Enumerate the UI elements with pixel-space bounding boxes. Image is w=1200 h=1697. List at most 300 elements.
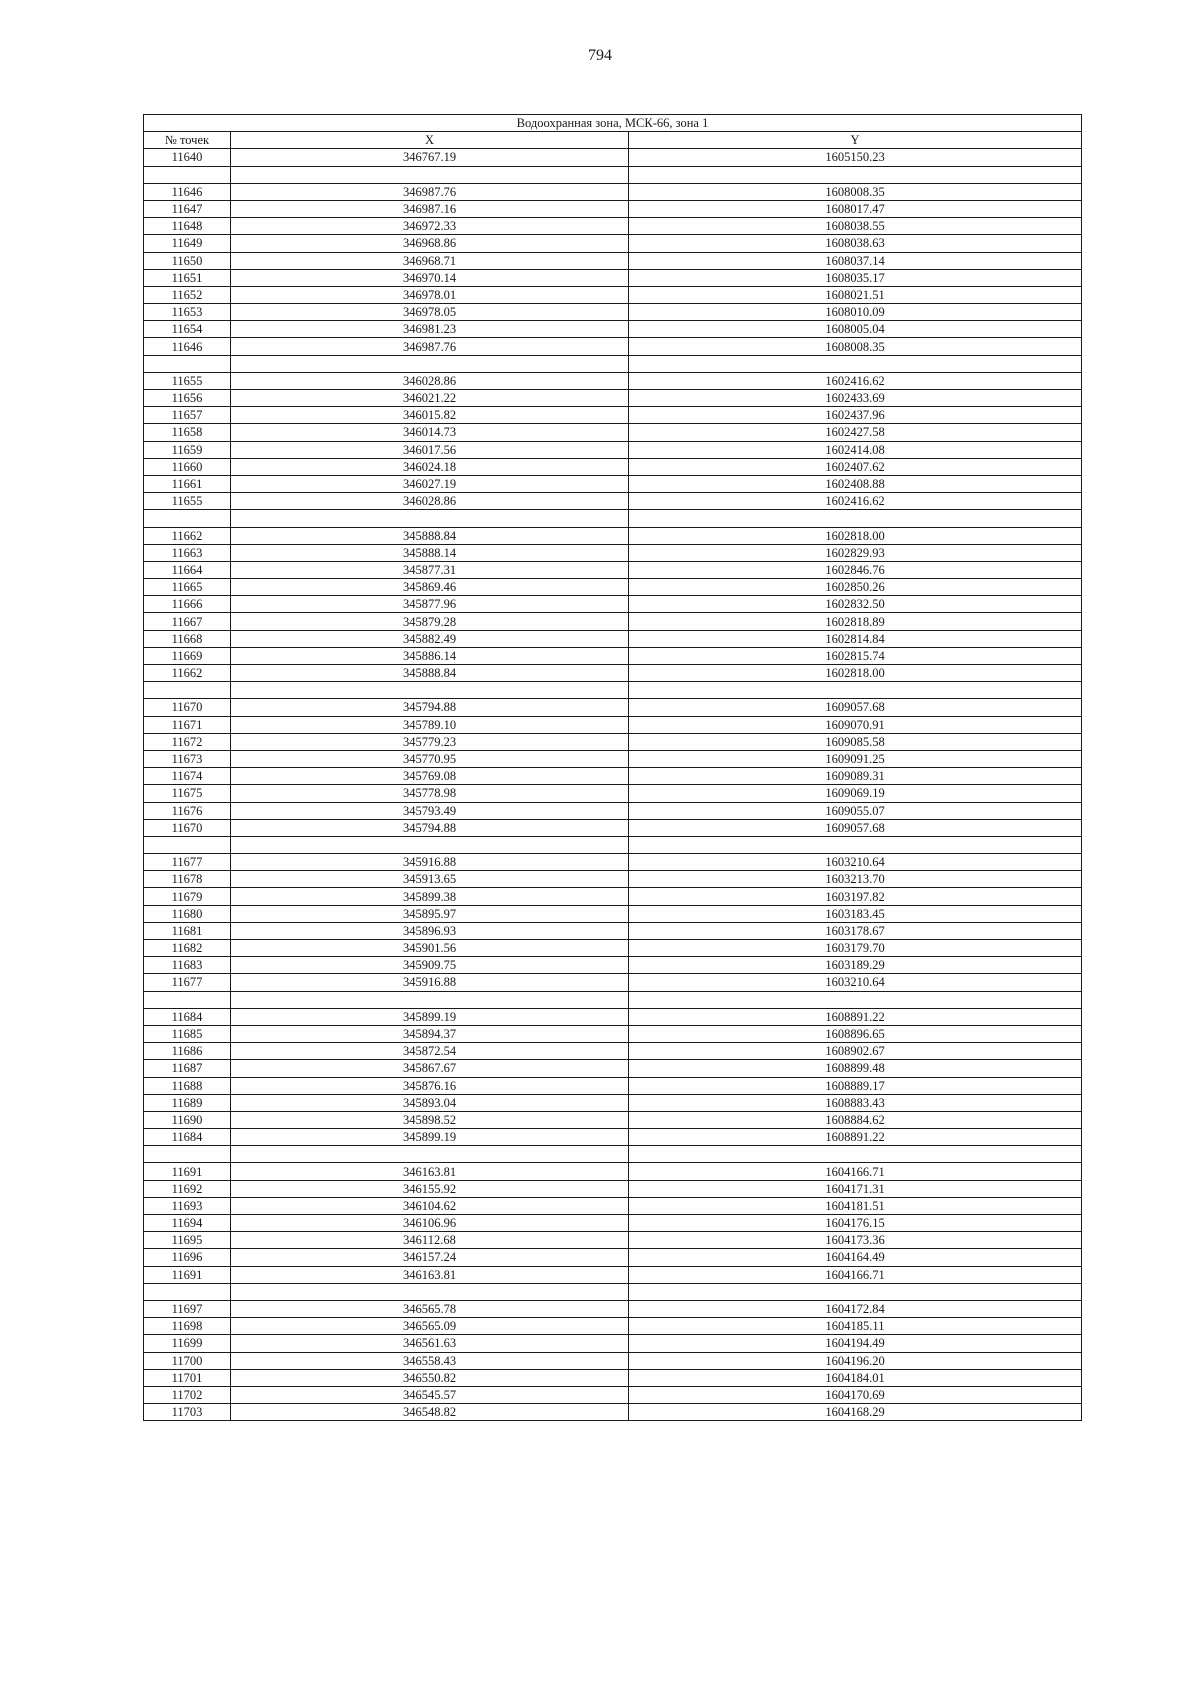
point-number-cell: 11679: [144, 888, 231, 905]
x-coordinate-cell: 345888.84: [231, 665, 629, 682]
y-coordinate-cell: [629, 166, 1082, 183]
y-coordinate-cell: [629, 1283, 1082, 1300]
point-number-cell: 11684: [144, 1008, 231, 1025]
table-row: [144, 871, 1082, 888]
point-number-cell: 11648: [144, 218, 231, 235]
table-body: [144, 149, 1082, 1421]
point-number-cell: 11701: [144, 1369, 231, 1386]
point-number-cell: 11694: [144, 1215, 231, 1232]
point-number-cell: 11670: [144, 819, 231, 836]
x-coordinate-cell: 346155.92: [231, 1180, 629, 1197]
point-number-cell: 11698: [144, 1318, 231, 1335]
separator-row: [144, 682, 1082, 699]
table-row: [144, 699, 1082, 716]
table-title: Водоохранная зона, МСК-66, зона 1: [144, 115, 1082, 132]
x-coordinate-cell: 345794.88: [231, 819, 629, 836]
y-coordinate-cell: 1608891.22: [629, 1008, 1082, 1025]
y-coordinate-cell: 1608038.63: [629, 235, 1082, 252]
table-row: [144, 390, 1082, 407]
table-row: [144, 1300, 1082, 1317]
table-row: [144, 200, 1082, 217]
point-number-cell: 11683: [144, 957, 231, 974]
x-coordinate-cell: 345899.19: [231, 1008, 629, 1025]
x-coordinate-cell: 345877.96: [231, 596, 629, 613]
table-row: [144, 785, 1082, 802]
table-row: [144, 665, 1082, 682]
x-coordinate-cell: 345913.65: [231, 871, 629, 888]
y-coordinate-cell: 1608017.47: [629, 200, 1082, 217]
y-coordinate-cell: 1602416.62: [629, 372, 1082, 389]
y-coordinate-cell: 1608037.14: [629, 252, 1082, 269]
point-number-cell: 11667: [144, 613, 231, 630]
point-number-cell: 11691: [144, 1266, 231, 1283]
x-coordinate-cell: 346015.82: [231, 407, 629, 424]
table-row: [144, 1249, 1082, 1266]
table-title-row: [144, 115, 1082, 132]
point-number-cell: [144, 355, 231, 372]
x-coordinate-cell: 345869.46: [231, 579, 629, 596]
x-coordinate-cell: 346024.18: [231, 458, 629, 475]
x-coordinate-cell: 346987.76: [231, 183, 629, 200]
point-number-cell: 11697: [144, 1300, 231, 1317]
x-coordinate-cell: 345895.97: [231, 905, 629, 922]
y-coordinate-cell: 1603210.64: [629, 854, 1082, 871]
y-coordinate-cell: 1609070.91: [629, 716, 1082, 733]
table-row: [144, 802, 1082, 819]
x-coordinate-cell: 346112.68: [231, 1232, 629, 1249]
y-coordinate-cell: 1608899.48: [629, 1060, 1082, 1077]
x-coordinate-cell: 346021.22: [231, 390, 629, 407]
point-number-cell: [144, 836, 231, 853]
point-number-cell: 11649: [144, 235, 231, 252]
point-number-cell: 11675: [144, 785, 231, 802]
point-number-cell: [144, 1283, 231, 1300]
y-coordinate-cell: 1604166.71: [629, 1163, 1082, 1180]
table-row: [144, 235, 1082, 252]
table-row: [144, 733, 1082, 750]
y-coordinate-cell: [629, 682, 1082, 699]
y-coordinate-cell: 1608008.35: [629, 338, 1082, 355]
table-row: [144, 304, 1082, 321]
y-coordinate-cell: 1602814.84: [629, 630, 1082, 647]
point-number-cell: 11699: [144, 1335, 231, 1352]
point-number-cell: 11686: [144, 1043, 231, 1060]
x-coordinate-cell: 346970.14: [231, 269, 629, 286]
y-coordinate-cell: 1602846.76: [629, 561, 1082, 578]
table-row: [144, 269, 1082, 286]
table-row: [144, 1197, 1082, 1214]
table-row: [144, 1266, 1082, 1283]
table-row: [144, 940, 1082, 957]
point-number-cell: 11681: [144, 922, 231, 939]
point-number-cell: 11660: [144, 458, 231, 475]
header-point-number: № точек: [144, 132, 231, 149]
x-coordinate-cell: 345876.16: [231, 1077, 629, 1094]
point-number-cell: 11688: [144, 1077, 231, 1094]
table-row: [144, 1180, 1082, 1197]
y-coordinate-cell: 1609089.31: [629, 768, 1082, 785]
y-coordinate-cell: 1604173.36: [629, 1232, 1082, 1249]
y-coordinate-cell: 1604185.11: [629, 1318, 1082, 1335]
y-coordinate-cell: 1604170.69: [629, 1386, 1082, 1403]
x-coordinate-cell: 346987.76: [231, 338, 629, 355]
y-coordinate-cell: 1608005.04: [629, 321, 1082, 338]
table-row: [144, 596, 1082, 613]
x-coordinate-cell: 346548.82: [231, 1404, 629, 1421]
y-coordinate-cell: 1603210.64: [629, 974, 1082, 991]
y-coordinate-cell: [629, 510, 1082, 527]
point-number-cell: [144, 991, 231, 1008]
point-number-cell: [144, 682, 231, 699]
table-row: [144, 407, 1082, 424]
point-number-cell: 11646: [144, 183, 231, 200]
point-number-cell: 11656: [144, 390, 231, 407]
x-coordinate-cell: 345872.54: [231, 1043, 629, 1060]
point-number-cell: 11674: [144, 768, 231, 785]
table-row: [144, 1232, 1082, 1249]
x-coordinate-cell: 345769.08: [231, 768, 629, 785]
point-number-cell: 11662: [144, 665, 231, 682]
point-number-cell: 11655: [144, 493, 231, 510]
x-coordinate-cell: 346550.82: [231, 1369, 629, 1386]
x-coordinate-cell: 346163.81: [231, 1266, 629, 1283]
y-coordinate-cell: 1602433.69: [629, 390, 1082, 407]
table-row: [144, 1215, 1082, 1232]
table-row: [144, 854, 1082, 871]
y-coordinate-cell: 1603183.45: [629, 905, 1082, 922]
x-coordinate-cell: 346028.86: [231, 493, 629, 510]
x-coordinate-cell: 346978.01: [231, 286, 629, 303]
y-coordinate-cell: 1603179.70: [629, 940, 1082, 957]
y-coordinate-cell: 1609057.68: [629, 699, 1082, 716]
table-row: [144, 493, 1082, 510]
table-row: [144, 1077, 1082, 1094]
x-coordinate-cell: 345894.37: [231, 1025, 629, 1042]
x-coordinate-cell: 345916.88: [231, 974, 629, 991]
x-coordinate-cell: 345909.75: [231, 957, 629, 974]
separator-row: [144, 1146, 1082, 1163]
y-coordinate-cell: 1602818.00: [629, 665, 1082, 682]
point-number-cell: 11671: [144, 716, 231, 733]
table-row: [144, 1404, 1082, 1421]
point-number-cell: 11664: [144, 561, 231, 578]
x-coordinate-cell: 346017.56: [231, 441, 629, 458]
table-header-row: [144, 132, 1082, 149]
y-coordinate-cell: 1604168.29: [629, 1404, 1082, 1421]
point-number-cell: 11676: [144, 802, 231, 819]
table-row: [144, 424, 1082, 441]
point-number-cell: 11680: [144, 905, 231, 922]
x-coordinate-cell: 345899.38: [231, 888, 629, 905]
x-coordinate-cell: 345882.49: [231, 630, 629, 647]
y-coordinate-cell: 1608021.51: [629, 286, 1082, 303]
point-number-cell: 11662: [144, 527, 231, 544]
x-coordinate-cell: [231, 510, 629, 527]
x-coordinate-cell: 346028.86: [231, 372, 629, 389]
point-number-cell: 11646: [144, 338, 231, 355]
x-coordinate-cell: 346968.71: [231, 252, 629, 269]
separator-row: [144, 991, 1082, 1008]
x-coordinate-cell: 346558.43: [231, 1352, 629, 1369]
y-coordinate-cell: [629, 991, 1082, 1008]
point-number-cell: 11663: [144, 544, 231, 561]
table-row: [144, 527, 1082, 544]
y-coordinate-cell: 1608891.22: [629, 1129, 1082, 1146]
y-coordinate-cell: 1602832.50: [629, 596, 1082, 613]
y-coordinate-cell: 1602818.89: [629, 613, 1082, 630]
x-coordinate-cell: 345867.67: [231, 1060, 629, 1077]
y-coordinate-cell: 1604184.01: [629, 1369, 1082, 1386]
x-coordinate-cell: 346545.57: [231, 1386, 629, 1403]
x-coordinate-cell: 345896.93: [231, 922, 629, 939]
point-number-cell: 11684: [144, 1129, 231, 1146]
y-coordinate-cell: 1604176.15: [629, 1215, 1082, 1232]
y-coordinate-cell: 1602416.62: [629, 493, 1082, 510]
x-coordinate-cell: [231, 355, 629, 372]
table-row: [144, 768, 1082, 785]
header-x: X: [231, 132, 629, 149]
point-number-cell: 11682: [144, 940, 231, 957]
table-row: [144, 1386, 1082, 1403]
x-coordinate-cell: 346968.86: [231, 235, 629, 252]
y-coordinate-cell: 1602414.08: [629, 441, 1082, 458]
separator-row: [144, 355, 1082, 372]
y-coordinate-cell: 1603197.82: [629, 888, 1082, 905]
separator-row: [144, 1283, 1082, 1300]
point-number-cell: 11691: [144, 1163, 231, 1180]
x-coordinate-cell: [231, 682, 629, 699]
table-row: [144, 1111, 1082, 1128]
point-number-cell: 11668: [144, 630, 231, 647]
point-number-cell: 11678: [144, 871, 231, 888]
y-coordinate-cell: 1604166.71: [629, 1266, 1082, 1283]
table-row: [144, 1163, 1082, 1180]
y-coordinate-cell: 1604196.20: [629, 1352, 1082, 1369]
point-number-cell: 11677: [144, 854, 231, 871]
y-coordinate-cell: 1602408.88: [629, 475, 1082, 492]
x-coordinate-cell: 345898.52: [231, 1111, 629, 1128]
point-number-cell: 11655: [144, 372, 231, 389]
x-coordinate-cell: 345778.98: [231, 785, 629, 802]
x-coordinate-cell: 345886.14: [231, 647, 629, 664]
point-number-cell: 11654: [144, 321, 231, 338]
x-coordinate-cell: 346014.73: [231, 424, 629, 441]
x-coordinate-cell: 345893.04: [231, 1094, 629, 1111]
y-coordinate-cell: 1602427.58: [629, 424, 1082, 441]
table-row: [144, 1094, 1082, 1111]
y-coordinate-cell: 1608038.55: [629, 218, 1082, 235]
y-coordinate-cell: 1605150.23: [629, 149, 1082, 166]
x-coordinate-cell: 346978.05: [231, 304, 629, 321]
point-number-cell: 11652: [144, 286, 231, 303]
page-number: 794: [588, 47, 612, 64]
table-row: [144, 183, 1082, 200]
point-number-cell: [144, 1146, 231, 1163]
x-coordinate-cell: 346561.63: [231, 1335, 629, 1352]
point-number-cell: 11692: [144, 1180, 231, 1197]
y-coordinate-cell: 1608902.67: [629, 1043, 1082, 1060]
point-number-cell: 11650: [144, 252, 231, 269]
table-row: [144, 1060, 1082, 1077]
point-number-cell: 11689: [144, 1094, 231, 1111]
point-number-cell: 11685: [144, 1025, 231, 1042]
x-coordinate-cell: 346157.24: [231, 1249, 629, 1266]
table-row: [144, 630, 1082, 647]
point-number-cell: 11672: [144, 733, 231, 750]
y-coordinate-cell: 1602818.00: [629, 527, 1082, 544]
point-number-cell: 11659: [144, 441, 231, 458]
y-coordinate-cell: [629, 1146, 1082, 1163]
y-coordinate-cell: 1603189.29: [629, 957, 1082, 974]
table-row: [144, 218, 1082, 235]
header-y: Y: [629, 132, 1082, 149]
y-coordinate-cell: 1602850.26: [629, 579, 1082, 596]
table-row: [144, 974, 1082, 991]
y-coordinate-cell: 1604172.84: [629, 1300, 1082, 1317]
point-number-cell: 11665: [144, 579, 231, 596]
x-coordinate-cell: 346981.23: [231, 321, 629, 338]
table-row: [144, 544, 1082, 561]
x-coordinate-cell: [231, 1283, 629, 1300]
y-coordinate-cell: 1609091.25: [629, 750, 1082, 767]
y-coordinate-cell: 1604164.49: [629, 1249, 1082, 1266]
table-row: [144, 750, 1082, 767]
separator-row: [144, 166, 1082, 183]
table-row: [144, 286, 1082, 303]
y-coordinate-cell: 1604171.31: [629, 1180, 1082, 1197]
y-coordinate-cell: 1604181.51: [629, 1197, 1082, 1214]
x-coordinate-cell: 345888.84: [231, 527, 629, 544]
table-row: [144, 475, 1082, 492]
coordinates-table: [143, 114, 1082, 1421]
x-coordinate-cell: [231, 836, 629, 853]
separator-row: [144, 510, 1082, 527]
table-row: [144, 252, 1082, 269]
point-number-cell: 11703: [144, 1404, 231, 1421]
x-coordinate-cell: 345901.56: [231, 940, 629, 957]
x-coordinate-cell: 345916.88: [231, 854, 629, 871]
y-coordinate-cell: 1608008.35: [629, 183, 1082, 200]
y-coordinate-cell: 1608884.62: [629, 1111, 1082, 1128]
point-number-cell: 11702: [144, 1386, 231, 1403]
table-row: [144, 1335, 1082, 1352]
x-coordinate-cell: 346972.33: [231, 218, 629, 235]
table-row: [144, 1025, 1082, 1042]
table-row: [144, 819, 1082, 836]
table-row: [144, 1043, 1082, 1060]
x-coordinate-cell: 346106.96: [231, 1215, 629, 1232]
table-row: [144, 1318, 1082, 1335]
point-number-cell: 11670: [144, 699, 231, 716]
y-coordinate-cell: 1608889.17: [629, 1077, 1082, 1094]
x-coordinate-cell: 346565.78: [231, 1300, 629, 1317]
x-coordinate-cell: 345888.14: [231, 544, 629, 561]
table-row: [144, 338, 1082, 355]
point-number-cell: 11647: [144, 200, 231, 217]
table-row: [144, 957, 1082, 974]
x-coordinate-cell: 345879.28: [231, 613, 629, 630]
table-row: [144, 1352, 1082, 1369]
table-row: [144, 561, 1082, 578]
y-coordinate-cell: 1609085.58: [629, 733, 1082, 750]
y-coordinate-cell: [629, 355, 1082, 372]
y-coordinate-cell: 1602437.96: [629, 407, 1082, 424]
table-row: [144, 922, 1082, 939]
point-number-cell: 11653: [144, 304, 231, 321]
x-coordinate-cell: [231, 166, 629, 183]
x-coordinate-cell: 345779.23: [231, 733, 629, 750]
point-number-cell: 11696: [144, 1249, 231, 1266]
separator-row: [144, 836, 1082, 853]
table-row: [144, 716, 1082, 733]
y-coordinate-cell: 1609069.19: [629, 785, 1082, 802]
table-row: [144, 647, 1082, 664]
y-coordinate-cell: [629, 836, 1082, 853]
x-coordinate-cell: 346104.62: [231, 1197, 629, 1214]
point-number-cell: 11673: [144, 750, 231, 767]
table-row: [144, 905, 1082, 922]
x-coordinate-cell: 346767.19: [231, 149, 629, 166]
point-number-cell: 11661: [144, 475, 231, 492]
x-coordinate-cell: 345793.49: [231, 802, 629, 819]
x-coordinate-cell: 346565.09: [231, 1318, 629, 1335]
table-row: [144, 372, 1082, 389]
point-number-cell: 11700: [144, 1352, 231, 1369]
x-coordinate-cell: 345877.31: [231, 561, 629, 578]
table-row: [144, 149, 1082, 166]
point-number-cell: 11666: [144, 596, 231, 613]
x-coordinate-cell: 345794.88: [231, 699, 629, 716]
x-coordinate-cell: [231, 1146, 629, 1163]
point-number-cell: 11669: [144, 647, 231, 664]
table-row: [144, 888, 1082, 905]
table-row: [144, 579, 1082, 596]
y-coordinate-cell: 1603213.70: [629, 871, 1082, 888]
y-coordinate-cell: 1604194.49: [629, 1335, 1082, 1352]
table-row: [144, 1008, 1082, 1025]
x-coordinate-cell: 345899.19: [231, 1129, 629, 1146]
point-number-cell: 11693: [144, 1197, 231, 1214]
point-number-cell: 11687: [144, 1060, 231, 1077]
point-number-cell: 11695: [144, 1232, 231, 1249]
point-number-cell: 11677: [144, 974, 231, 991]
point-number-cell: 11657: [144, 407, 231, 424]
y-coordinate-cell: 1602815.74: [629, 647, 1082, 664]
table-row: [144, 1369, 1082, 1386]
table-row: [144, 458, 1082, 475]
point-number-cell: 11651: [144, 269, 231, 286]
table-row: [144, 613, 1082, 630]
x-coordinate-cell: 346163.81: [231, 1163, 629, 1180]
y-coordinate-cell: 1608035.17: [629, 269, 1082, 286]
x-coordinate-cell: 345789.10: [231, 716, 629, 733]
y-coordinate-cell: 1608883.43: [629, 1094, 1082, 1111]
table-row: [144, 1129, 1082, 1146]
y-coordinate-cell: 1609057.68: [629, 819, 1082, 836]
y-coordinate-cell: 1608010.09: [629, 304, 1082, 321]
point-number-cell: [144, 166, 231, 183]
x-coordinate-cell: 345770.95: [231, 750, 629, 767]
x-coordinate-cell: 346987.16: [231, 200, 629, 217]
table-row: [144, 321, 1082, 338]
y-coordinate-cell: 1609055.07: [629, 802, 1082, 819]
y-coordinate-cell: 1602829.93: [629, 544, 1082, 561]
point-number-cell: 11658: [144, 424, 231, 441]
y-coordinate-cell: 1603178.67: [629, 922, 1082, 939]
point-number-cell: 11690: [144, 1111, 231, 1128]
y-coordinate-cell: 1608896.65: [629, 1025, 1082, 1042]
y-coordinate-cell: 1602407.62: [629, 458, 1082, 475]
